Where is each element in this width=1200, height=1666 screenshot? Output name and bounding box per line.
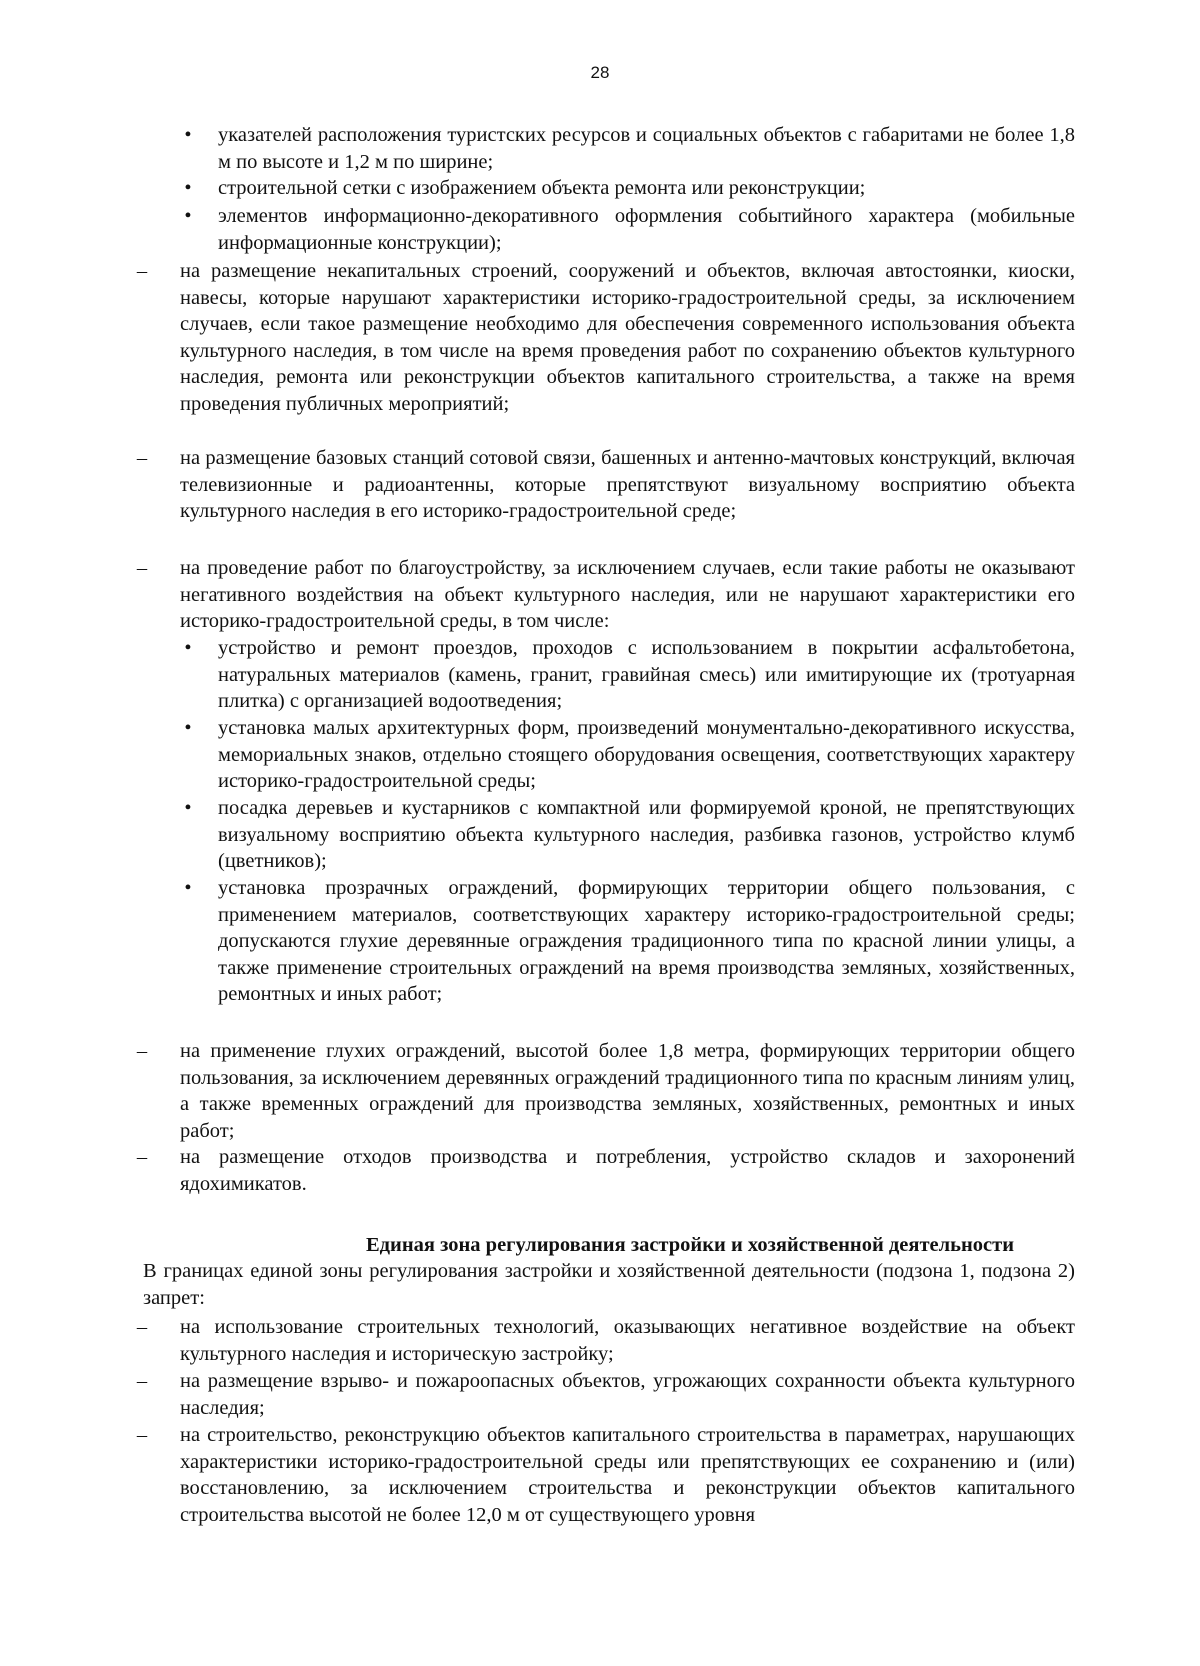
list-item-text: посадка деревьев и кустарников с компактной или формируемой кроной, не препятствующих визуальному восприятию объекта культурного наследия, разбивка газонов, устройство клумб (цветников); — [218, 797, 1075, 872]
list-item-text: строительной сетки с изображением объекта ремонта или реконструкции; — [218, 177, 866, 199]
list-item-text: указателей расположения туристских ресурсов и социальных объектов с габаритами не более 1,8 м по высоте и 1,2 м по ширине; — [218, 124, 1075, 173]
list-item-text: на размещение отходов производства и потребления, устройство складов и захоронений ядохимикатов. — [180, 1146, 1075, 1195]
list-item — [184, 203, 1075, 256]
dash-marker: – — [136, 557, 148, 579]
list-item-text: на строительство, реконструкцию объектов капитального строительства в параметрах, нарушающих характеристики историко-градостроительной среды или препятствующих ее сохранению и (или) восстановлению, за исключением строительства и реконструкции объектов капитального строительства высотой не более 12,0 м от существующего уровня — [180, 1424, 1075, 1526]
list-item — [136, 258, 1075, 417]
section-intro: В границах единой зоны регулирования застройки и хозяйственной деятельности (подзона 1, подзона 2) запрет: — [143, 1260, 1075, 1309]
bullet-marker: • — [184, 877, 192, 899]
list-item-text: на размещение некапитальных строений, сооружений и объектов, включая автостоянки, киоски, навесы, которые нарушают характеристики историко-градостроительной среды, за исключением случаев, если такое размещение необходимо для обеспечения современного использования объекта культурного наследия, в том числе на время проведения работ по сохранению объектов культурного наследия, ремонта или реконструкции объектов капитального строительства, а также на время проведения публичных мероприятий; — [180, 260, 1075, 415]
list-item — [136, 1314, 1075, 1367]
bullet-marker: • — [184, 637, 192, 659]
list-item — [136, 555, 1075, 635]
list-item — [184, 795, 1075, 875]
list-item — [184, 635, 1075, 715]
bullet-marker: • — [184, 124, 192, 146]
list-item-text: установка прозрачных ограждений, формирующих территории общего пользования, с применением материалов, соответствующих характеру историко-градостроительной среды; допускаются глухие деревянные ограждения традиционного типа по красной линии улицы, а также применение строительных ограждений на время производства земляных, хозяйственных, ремонтных и иных работ; — [218, 877, 1075, 1005]
list-item-text: на использование строительных технологий, оказывающих негативное воздействие на объект культурного наследия и историческую застройку; — [180, 1316, 1075, 1365]
list-item-text: установка малых архитектурных форм, произведений монументально-декоративного искусства, мемориальных знаков, отдельно стоящего оборудования освещения, соответствующих характеру историко-градостроительной среды; — [218, 717, 1075, 792]
dash-marker: – — [136, 1424, 148, 1446]
dash-marker: – — [136, 1040, 148, 1062]
list-item-text: на размещение взрыво- и пожароопасных объектов, угрожающих сохранности объекта культурного наследия; — [180, 1370, 1075, 1419]
list-item — [136, 1422, 1075, 1528]
bullet-marker: • — [184, 797, 192, 819]
list-item-text: на проведение работ по благоустройству, за исключением случаев, если такие работы не оказывают негативного воздействия на объект культурного наследия, или не нарушают характеристики его историко-градостроительной среды, в том числе: — [180, 557, 1075, 632]
list-item-text: элементов информационно-декоративного оформления событийного характера (мобильные информационные конструкции); — [218, 205, 1075, 254]
list-item — [184, 875, 1075, 1008]
dash-marker: – — [136, 1316, 148, 1338]
list-item — [136, 1144, 1075, 1197]
list-item — [136, 1368, 1075, 1421]
section-heading: Единая зона регулирования застройки и хозяйственной деятельности — [365, 1234, 1015, 1256]
list-item — [136, 445, 1075, 525]
list-item — [184, 175, 1075, 202]
dash-marker: – — [136, 1370, 148, 1392]
list-item — [136, 1038, 1075, 1144]
bullet-marker: • — [184, 205, 192, 227]
dash-marker: – — [136, 260, 148, 282]
dash-marker: – — [136, 1146, 148, 1168]
list-item-text: на применение глухих ограждений, высотой более 1,8 метра, формирующих территории общего пользования, за исключением деревянных ограждений традиционного типа по красным линиям улиц, а также временных ограждений для производства земляных, хозяйственных, ремонтных и иных работ; — [180, 1040, 1075, 1142]
dash-marker: – — [136, 447, 148, 469]
bullet-marker: • — [184, 177, 192, 199]
list-item-text: на размещение базовых станций сотовой связи, башенных и антенно-мачтовых конструкций, включая телевизионные и радиоантенны, которые препятствуют визуальному восприятию объекта культурного наследия в его историко-градостроительной среде; — [180, 447, 1075, 522]
list-item — [184, 122, 1075, 175]
page-number: 28 — [590, 63, 610, 82]
list-item-text: устройство и ремонт проездов, проходов с использованием в покрытии асфальтобетона, натуральных материалов (камень, гранит, гравийная смесь) или имитирующие их (тротуарная плитка) с организацией водоотведения; — [218, 637, 1075, 712]
bullet-marker: • — [184, 717, 192, 739]
list-item — [184, 715, 1075, 795]
